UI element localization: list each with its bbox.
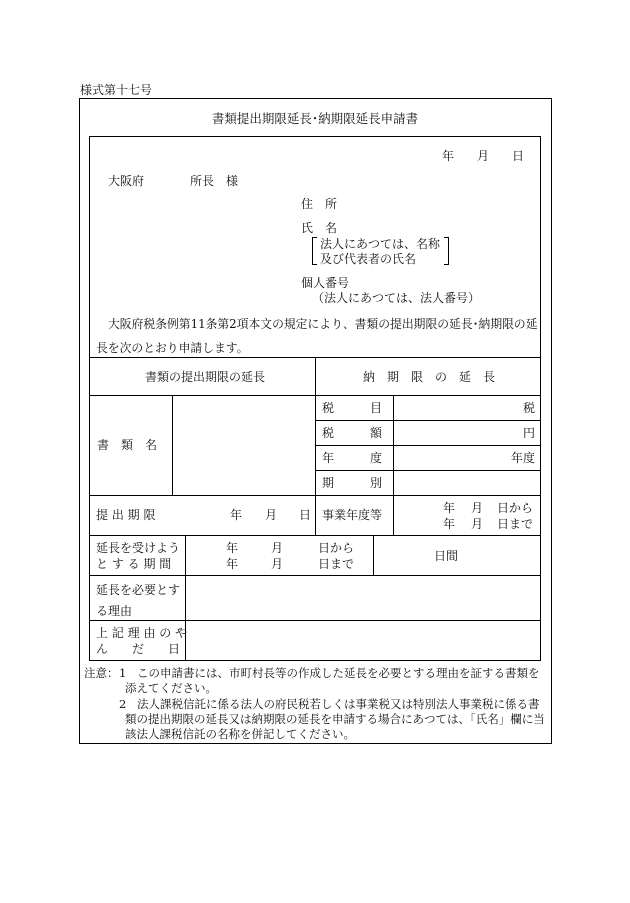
reason-ended-label-line2: ん だ 日 [96,642,181,656]
col-line-docname [172,395,173,495]
period-from-day: 日から [318,541,355,555]
reason-label-line2: る理由 [96,604,133,618]
period-to-year: 年 [226,557,239,571]
addressee-prefecture: 大阪府 [108,174,145,188]
deadline-month: 月 [265,508,278,522]
corporate-note-bracket-left [312,237,317,265]
document-name-label: 書 類 名 [97,438,158,452]
date-year: 年 [442,149,455,163]
note2-number: 2 [119,697,127,711]
personal-number-label: 個人番号 [301,276,350,290]
business-to-day: 日まで [497,517,534,531]
row-line-period [89,575,541,576]
fiscal-year-label: 年 度 [322,451,383,465]
deadline-year: 年 [230,508,243,522]
tax-item-unit: 税 [523,401,536,415]
form-title: 書類提出期限延長･納期限延長申請書 [211,111,419,126]
note2-line2: 類の提出期限の延長又は納期限の延長を申請する場合にあつては、「氏名」欄に当 [125,712,545,726]
row-line-tax-item [315,420,541,421]
addressee-office: 所長 様 [190,174,239,188]
notes-prefix: 注意： [84,666,119,680]
corporate-note-line1: 法人にあつては、名称 [320,237,441,251]
period-from-month: 月 [271,541,284,555]
extension-period-label-line2: と す る 期 間 [96,557,172,571]
form-number: 様式第十七号 [80,83,153,97]
body-text-line2: 長を次のとおり申請します。 [96,341,249,355]
tax-amount-unit: 円 [523,426,536,440]
business-year-label: 事業年度等 [322,508,383,522]
address-label: 住 所 [301,197,338,211]
body-text-line1: 大阪府税条例第11条第2項本文の規定により、書類の提出期限の延長･納期限の延 [108,317,538,331]
date-month: 月 [477,149,490,163]
deadline-label: 提 出 期 限 [96,508,156,522]
period-to-day: 日まで [318,557,355,571]
period-from-year: 年 [226,541,239,555]
col-line-middle [315,357,316,535]
date-day: 日 [512,149,525,163]
note1-number: 1 [119,666,127,680]
business-to-year: 年 [443,517,456,531]
header-document-deadline: 書類の提出期限の延長 [145,370,266,384]
row-line-fiscal-year [315,470,541,471]
col-line-tax [393,395,394,535]
business-to-month: 月 [471,517,484,531]
row-line-tax-amount [315,445,541,446]
business-from-day: 日から [497,501,534,515]
corporate-note-line2: 及び代表者の氏名 [320,252,417,266]
note1-line2: 添えてください。 [125,681,217,695]
period-to-month: 月 [271,557,284,571]
business-from-month: 月 [471,501,484,515]
note1-line1: この申請書には、市町村長等の作成した延長を必要とする理由を証する書類を [137,666,540,680]
business-from-year: 年 [443,501,456,515]
col-line-label [185,535,186,661]
name-label: 氏 名 [301,221,338,235]
tax-item-label: 税 目 [322,401,383,415]
category-label: 期 別 [322,476,383,490]
personal-number-note: （法人にあつては、法人番号） [312,291,481,305]
header-payment-deadline: 納 期 限 の 延 長 [363,370,496,384]
extension-period-label-line1: 延長を受けよう [96,541,181,555]
fiscal-year-unit: 年度 [511,451,536,465]
note2-line1: 法人課税信託に係る法人の府民税若しくは事業税又は特別法人事業税に係る書 [137,697,540,711]
col-line-period [373,535,374,575]
reason-ended-label-line1: 上 記 理 由 の や [96,626,188,640]
reason-label-line1: 延長を必要とす [96,583,181,597]
row-line-reason [89,620,541,621]
deadline-day: 日 [299,508,312,522]
row-line-deadline [89,535,541,536]
tax-amount-label: 税 額 [322,426,383,440]
corporate-note-bracket-right [444,237,449,265]
note2-line3: 該法人課税信託の名称を併記してください。 [125,727,355,741]
days-unit: 日間 [434,549,459,563]
